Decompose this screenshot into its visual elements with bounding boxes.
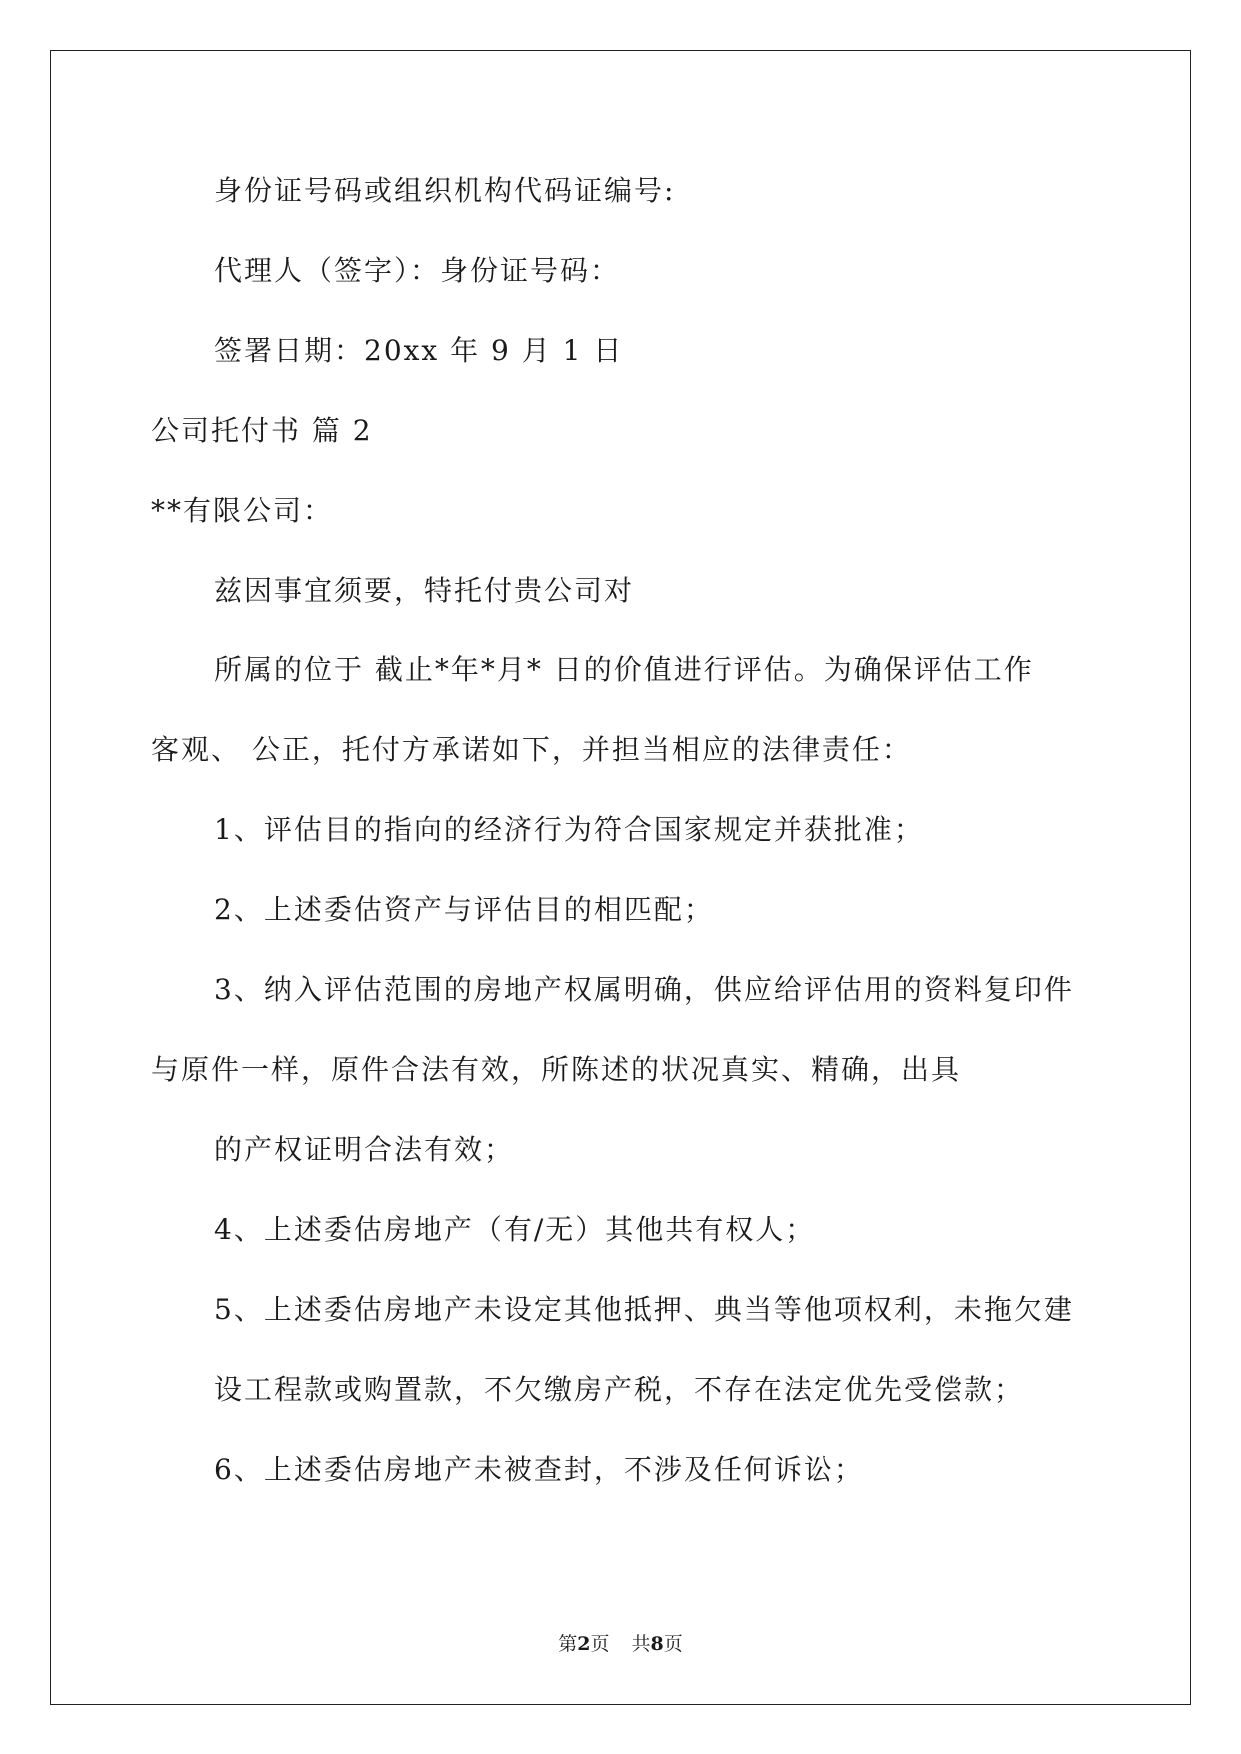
body-paragraph-line: 客观、 公正，托付方承诺如下，并担当相应的法律责任：	[151, 733, 912, 766]
section-heading: 公司托付书 篇 2	[151, 414, 373, 447]
list-item-3-continued: 与原件一样，原件合法有效，所陈述的状况真实、精确，出具	[151, 1053, 962, 1086]
list-item-2: 2、上述委估资产与评估目的相匹配；	[214, 893, 714, 926]
signing-date-line: 签署日期：20xx 年 9 月 1 日	[214, 334, 624, 367]
list-item-3-continued: 的产权证明合法有效；	[214, 1133, 515, 1166]
page-total-suffix: 页	[663, 1633, 683, 1655]
list-item-1: 1、评估目的指向的经济行为符合国家规定并获批准；	[214, 813, 924, 846]
list-item-5-continued: 设工程款或购置款，不欠缴房产税，不存在法定优先受偿款；	[214, 1373, 1025, 1406]
id-number-line: 身份证号码或组织机构代码证编号:	[214, 174, 676, 207]
page-total: 8	[650, 1633, 664, 1655]
agent-signature-line: 代理人（签字）：身份证号码：	[214, 254, 621, 287]
list-item-4: 4、上述委估房地产（有/无）其他共有权人；	[214, 1213, 816, 1246]
page-number-suffix: 页	[590, 1633, 610, 1655]
body-paragraph-line: 所属的位于 截止*年*月* 日的价值进行评估。为确保评估工作	[214, 653, 1034, 686]
list-item-3: 3、纳入评估范围的房地产权属明确，供应给评估用的资料复印件	[214, 973, 1074, 1006]
page-total-prefix: 共	[631, 1633, 651, 1655]
page-number-prefix: 第	[558, 1633, 578, 1655]
addressee-line: **有限公司：	[151, 494, 334, 527]
page-number-current: 2	[577, 1633, 591, 1655]
body-paragraph-line: 兹因事宜须要，特托付贵公司对	[214, 574, 635, 607]
list-item-5: 5、上述委估房地产未设定其他抵押、典当等他项权利，未拖欠建	[214, 1293, 1074, 1326]
page-footer	[0, 1632, 1241, 1656]
list-item-6: 6、上述委估房地产未被查封，不涉及任何诉讼；	[214, 1453, 864, 1486]
